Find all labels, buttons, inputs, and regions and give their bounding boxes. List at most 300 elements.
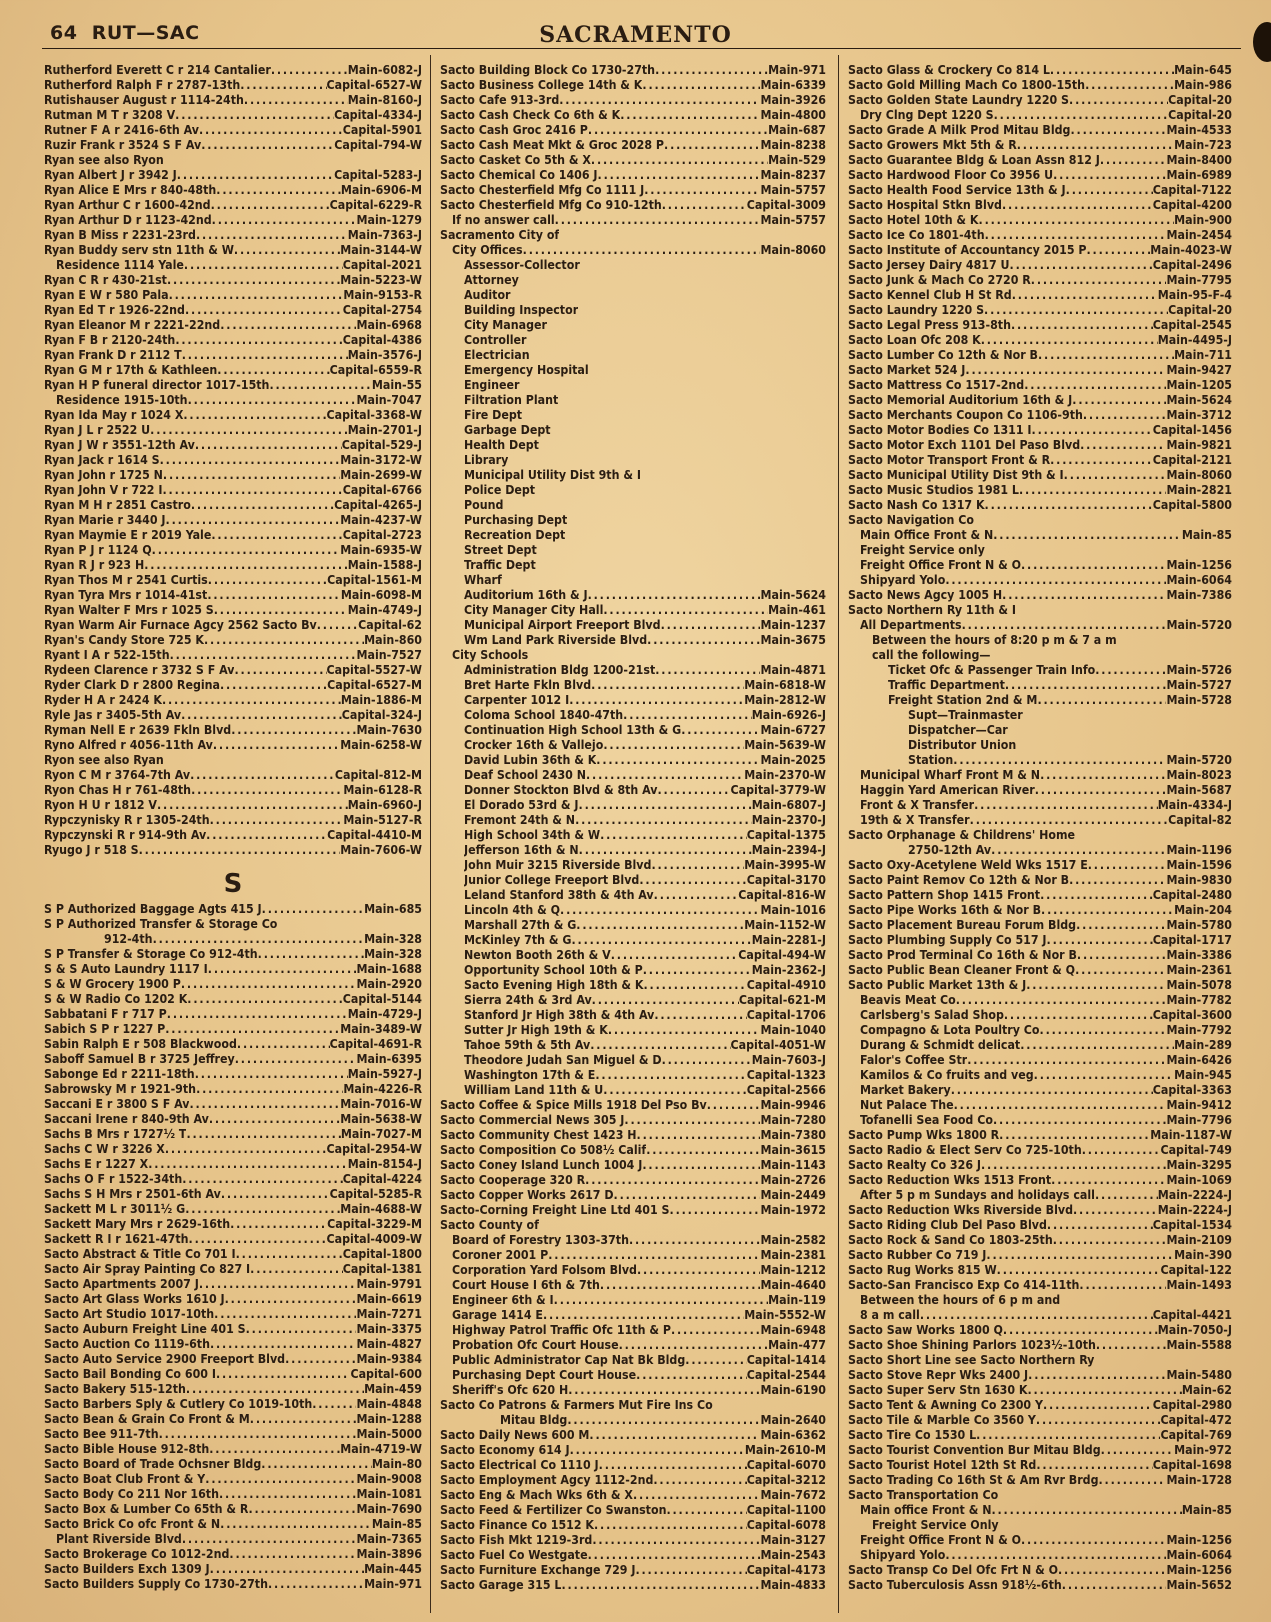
dot-leader [976, 1428, 1160, 1443]
listing-entry [440, 543, 826, 558]
listing-name: Sabbatani F r 717 P [44, 1007, 167, 1021]
listing-entry [440, 633, 826, 648]
dot-leader [190, 768, 335, 783]
listing-entry [440, 1368, 826, 1383]
phone-number: Main-1596 [1166, 858, 1232, 872]
listing-name: Ryle Jas r 3405-5th Av [44, 708, 182, 722]
phone-number: Main-5552-W [744, 1308, 826, 1322]
listing-name: 912-4th [104, 932, 153, 946]
phone-number: Main-6906-M [340, 183, 422, 197]
dot-leader [196, 1082, 343, 1097]
dot-leader [150, 423, 348, 438]
phone-number: Main-2362-J [751, 963, 826, 977]
listing-entry [440, 1113, 826, 1128]
listing-name: 19th & X Transfer [860, 813, 970, 827]
dot-leader [548, 1248, 760, 1263]
phone-number: Main-5624 [1166, 393, 1232, 407]
dot-leader [1099, 1473, 1167, 1488]
listing-name: Ryan John r 1725 N [44, 468, 163, 482]
listing-entry [44, 168, 422, 183]
listing-name: Building Inspector [464, 303, 579, 317]
listing-entry [848, 663, 1232, 678]
listing-name: Fremont 24th & N [464, 813, 576, 827]
phone-number: Main-2920 [356, 977, 422, 991]
dot-leader [1095, 1188, 1158, 1203]
listing-name: Sacto-Corning Freight Line Ltd 401 S [440, 1203, 670, 1217]
dot-leader [1002, 588, 1166, 603]
listing-entry [848, 1053, 1232, 1068]
phone-number: Main-1212 [760, 1263, 826, 1277]
listing-name: Auditorium 16th & J [464, 588, 588, 602]
listing-entry [848, 468, 1232, 483]
phone-number: Main-6064 [1166, 1548, 1232, 1562]
listing-entry [440, 1518, 826, 1533]
phone-number: Main-1588-J [347, 558, 422, 572]
listing-name: Ryno Alfred r 4056-11th Av [44, 738, 213, 752]
listing-name: Sacto Fuel Co Westgate [440, 1548, 588, 1562]
dot-leader [216, 1367, 351, 1382]
listing-name: Controller [464, 333, 527, 347]
listing-entry [440, 138, 826, 153]
dot-leader [1003, 1323, 1158, 1338]
listing-entry [44, 723, 422, 738]
listing-name: S P Authorized Baggage Agts 415 J [44, 902, 262, 916]
listing-entry [440, 783, 826, 798]
phone-number: Main-900 [1174, 213, 1232, 227]
dot-leader [707, 1098, 761, 1113]
listing-name: Sacto Legal Press 913-8th [848, 318, 1011, 332]
listing-entry [44, 1517, 422, 1532]
dot-leader [220, 678, 327, 693]
dot-leader [1017, 138, 1174, 153]
phone-number: Main-2582 [760, 1233, 826, 1247]
listing-entry [440, 468, 826, 483]
listing-entry [44, 93, 422, 108]
listing-entry [440, 1278, 826, 1293]
listing-entry [44, 603, 422, 618]
dot-leader [1083, 408, 1167, 423]
listing-entry [440, 1383, 826, 1398]
phone-number: Main-3995-W [744, 858, 826, 872]
dot-leader [268, 1577, 364, 1592]
dot-leader [210, 813, 344, 828]
listing-name: Purchasing Dept [464, 513, 568, 527]
listing-entry [848, 1113, 1232, 1128]
dot-leader [569, 693, 744, 708]
phone-number: Main-1081 [356, 1487, 422, 1501]
phone-number: Capital-4386 [342, 333, 422, 347]
dot-leader [576, 918, 744, 933]
phone-number: Main-2381 [760, 1248, 826, 1262]
listing-name: Ryan J W r 3551-12th Av [44, 438, 195, 452]
phone-number: Main-4226-R [343, 1082, 422, 1096]
listing-name: Rutner F A r 2416-6th Av [44, 123, 199, 137]
listing-entry [44, 528, 422, 543]
dot-leader [160, 453, 341, 468]
listing-name: Sabich S P r 1227 P [44, 1022, 166, 1036]
phone-number: Main-1256 [1166, 1533, 1232, 1547]
listing-name: Sacto-San Francisco Exp Co 414-11th [848, 1278, 1080, 1292]
dot-leader [1010, 258, 1153, 273]
phone-number: Main-3127 [760, 1533, 826, 1547]
dot-leader [152, 543, 341, 558]
phone-number: Capital-3368-W [326, 408, 422, 422]
listing-name: Sacto Art Glass Works 1610 J [44, 1292, 225, 1306]
listing-entry [440, 363, 826, 378]
phone-number: Capital-324-J [341, 708, 422, 722]
dot-leader [1028, 1368, 1166, 1383]
listing-name: Residence 1114 Yale [56, 258, 184, 272]
listing-name: Street Dept [464, 543, 537, 557]
phone-number: Main-3896 [356, 1547, 422, 1561]
listing-name: Sabonge Ed r 2211-18th [44, 1067, 195, 1081]
dot-leader [271, 63, 348, 78]
listing-entry [848, 318, 1232, 333]
listing-name: Corporation Yard Folsom Blvd [452, 1263, 637, 1277]
phone-number: Main-7603-J [751, 1053, 826, 1067]
listing-name: Court House I 6th & 7th [452, 1278, 600, 1292]
phone-number: Main-3172-W [340, 453, 422, 467]
dot-leader [523, 243, 761, 258]
dot-leader [608, 1023, 761, 1038]
dot-leader [637, 1128, 761, 1143]
listing-name: Residence 1915-10th [56, 393, 188, 407]
listing-entry [440, 1353, 826, 1368]
listing-entry [848, 873, 1232, 888]
listing-entry [848, 1338, 1232, 1353]
dot-leader [611, 948, 739, 963]
listing-entry [848, 108, 1232, 123]
phone-number: Main-5780 [1166, 918, 1232, 932]
dot-leader [175, 333, 342, 348]
listing-entry [44, 1097, 422, 1112]
dot-leader [165, 1022, 340, 1037]
listing-entry [848, 423, 1232, 438]
listing-name: Sacto Lumber Co 12th & Nor B [848, 348, 1038, 362]
phone-number: Main-4833 [760, 1578, 826, 1592]
listing-entry [440, 258, 826, 273]
dot-leader [1026, 978, 1166, 993]
dot-leader [1073, 1203, 1158, 1218]
listing-entry [44, 393, 422, 408]
listing-name: Ryan Ed T r 1926-22nd [44, 303, 185, 317]
listing-entry [848, 753, 1232, 768]
phone-number: Main-1040 [760, 1023, 826, 1037]
phone-number: Main-5687 [1166, 783, 1232, 797]
dot-leader [159, 1427, 357, 1442]
listing-name: Sacto Bail Bonding Co 600 I [44, 1367, 216, 1381]
listing-name: Junior College Freeport Blvd [464, 873, 640, 887]
phone-number: Main-6098-M [340, 588, 422, 602]
phone-number: Main-5728 [1166, 693, 1232, 707]
listing-entry [848, 888, 1232, 903]
listing-entry [848, 258, 1232, 273]
dot-leader [177, 168, 334, 183]
phone-number: Main-971 [364, 1577, 422, 1591]
listing-entry [44, 768, 422, 783]
listing-name: Sacto Chemical Co 1406 J [440, 168, 598, 182]
listing-entry [44, 1487, 422, 1502]
listing-name: Freight Station 2nd & M [888, 693, 1038, 707]
listing-name: Donner Stockton Blvd & 8th Av [464, 783, 658, 797]
phone-number: Main-2025 [760, 753, 826, 767]
phone-number: Main-2699-W [340, 468, 422, 482]
dot-leader [208, 962, 357, 977]
dot-leader [1088, 858, 1167, 873]
phone-number: Main-7672 [760, 1488, 826, 1502]
listing-entry [848, 303, 1232, 318]
listing-name: Ryan Marie r 3440 J [44, 513, 166, 527]
phone-number: Main-8154-J [347, 1157, 422, 1171]
dot-leader [579, 843, 752, 858]
dot-leader [1053, 168, 1166, 183]
dot-leader [163, 468, 340, 483]
listing-name: Sacto Motor Transport Front & R [848, 453, 1051, 467]
dot-leader [1096, 1338, 1167, 1353]
listing-name: Sacto Brokerage Co 1012-2nd [44, 1547, 230, 1561]
listing-entry [44, 917, 422, 932]
listing-name: Ryon H U r 1812 V [44, 798, 157, 812]
listing-name: Station [908, 753, 954, 767]
phone-number: Main-7047 [356, 393, 422, 407]
dot-leader [258, 947, 365, 962]
listing-name: Nut Palace The [860, 1098, 954, 1112]
dot-leader [246, 1322, 357, 1337]
listing-entry [848, 1023, 1232, 1038]
phone-number: Main-971 [768, 63, 826, 77]
dot-leader [248, 1502, 356, 1517]
listing-entry [44, 1322, 422, 1337]
listing-name: Police Dept [464, 483, 536, 497]
listing-name: Tahoe 59th & 5th Av [464, 1038, 591, 1052]
listing-entry [44, 438, 422, 453]
listing-entry [44, 378, 422, 393]
listing-entry [44, 1157, 422, 1172]
dot-leader [211, 528, 342, 543]
listing-name: Sacto Body Co 211 Nor 16th [44, 1487, 219, 1501]
listing-column-3 [848, 63, 1232, 1593]
dot-leader [1051, 1173, 1166, 1188]
listing-entry [848, 93, 1232, 108]
listing-name: Bret Harte Fkln Blvd [464, 678, 592, 692]
dot-leader [175, 108, 334, 123]
dot-leader [671, 1323, 761, 1338]
phone-number: Capital-769 [1160, 1428, 1232, 1442]
listing-name: Between the hours of 8:20 p m & 7 a m [872, 633, 1117, 647]
phone-number: Main-7386 [1166, 588, 1232, 602]
column-divider [430, 55, 431, 1613]
phone-number: Main-328 [364, 947, 422, 961]
phone-number: Main-7271 [356, 1307, 422, 1321]
dot-leader [600, 828, 747, 843]
listing-entry [44, 618, 422, 633]
phone-number: Main-5000 [356, 1427, 422, 1441]
phone-number: Capital-816-W [738, 888, 826, 902]
dot-leader [993, 528, 1182, 543]
listing-column-1 [44, 63, 422, 1592]
listing-name: Garbage Dept [464, 423, 551, 437]
phone-number: Capital-2121 [1152, 453, 1232, 467]
dot-leader [1086, 243, 1150, 258]
listing-entry [440, 1188, 826, 1203]
listing-name: Sackett R I r 1621-47th [44, 1232, 189, 1246]
listing-name: Sacto Coffee & Spice Mills 1918 Del Pso Bv [440, 1098, 707, 1112]
dot-leader [637, 1263, 761, 1278]
page-range: RUT—SAC [91, 22, 200, 44]
phone-number: Capital-2544 [746, 1368, 826, 1382]
phone-number: Main-723 [1174, 138, 1232, 152]
dot-leader [1100, 153, 1167, 168]
dot-leader [1038, 348, 1174, 363]
listing-entry [848, 558, 1232, 573]
dot-leader [191, 783, 343, 798]
phone-number: Main-6258-W [340, 738, 422, 752]
listing-entry [44, 977, 422, 992]
listing-entry [44, 1037, 422, 1052]
listing-name: David Lubin 36th & K [464, 753, 597, 767]
phone-number: Capital-3779-W [730, 783, 826, 797]
phone-number: Main-1069 [1166, 1173, 1232, 1187]
listing-name: Sacto Hotel 10th & K [848, 213, 979, 227]
listing-entry [848, 1083, 1232, 1098]
dot-leader [592, 993, 739, 1008]
dot-leader [237, 1037, 330, 1052]
phone-number: Main-986 [1174, 78, 1232, 92]
listing-entry [440, 1128, 826, 1143]
phone-number: Main-5720 [1166, 618, 1232, 632]
listing-name: Sacto Junk & Mach Co 2720 R [848, 273, 1031, 287]
listing-entry [848, 1533, 1232, 1548]
listing-entry [440, 1323, 826, 1338]
listing-name: Sacto Auction Co 1119-6th [44, 1337, 210, 1351]
phone-number: Main-6190 [760, 1383, 826, 1397]
dot-leader [153, 932, 365, 947]
listing-name: Sacto Copper Works 2617 D [440, 1188, 614, 1202]
listing-name: Ryant I A r 522-15th [44, 648, 170, 662]
dot-leader [1079, 1278, 1166, 1293]
listing-entry [44, 1292, 422, 1307]
listing-entry [440, 1563, 826, 1578]
phone-number: Capital-1534 [1152, 1218, 1232, 1232]
listing-entry [440, 708, 826, 723]
listing-name: Sacto Ice Co 1801-4th [848, 228, 985, 242]
dot-leader [543, 1308, 744, 1323]
phone-number: Main-3712 [1166, 408, 1232, 422]
listing-entry [44, 1112, 422, 1127]
listing-entry [848, 1248, 1232, 1263]
dot-leader [312, 1397, 356, 1412]
phone-number: Capital-4910 [746, 978, 826, 992]
dot-leader [664, 138, 760, 153]
listing-name: Ryan John V r 722 I [44, 483, 163, 497]
dot-leader [644, 183, 760, 198]
dot-leader [985, 228, 1167, 243]
listing-name: Carpenter 1012 I [464, 693, 570, 707]
listing-entry [848, 573, 1232, 588]
listing-name: Wharf [464, 573, 502, 587]
dot-leader [214, 603, 348, 618]
dot-leader [214, 1307, 356, 1322]
dot-leader [1082, 1143, 1161, 1158]
listing-name: Front & X Transfer [860, 798, 975, 812]
phone-number: Main-972 [1174, 1443, 1232, 1457]
listing-entry [44, 663, 422, 678]
phone-number: Main-3576-J [347, 348, 422, 362]
phone-number: Main-4871 [760, 663, 826, 677]
phone-number: Main-1205 [1166, 378, 1232, 392]
listing-entry [44, 947, 422, 962]
phone-number: Main-2394-J [751, 843, 826, 857]
dot-leader [635, 1563, 746, 1578]
listing-entry [848, 1233, 1232, 1248]
listing-entry [848, 1263, 1232, 1278]
listing-entry [440, 618, 826, 633]
dot-leader [1075, 963, 1166, 978]
listing-name: Ryan R J r 923 H [44, 558, 145, 572]
listing-entry [44, 1307, 422, 1322]
listing-entry [848, 813, 1232, 828]
listing-name: Rypczynski R r 914-9th Av [44, 828, 207, 842]
dot-leader [985, 498, 1153, 513]
dot-leader [212, 213, 357, 228]
listing-entry [44, 108, 422, 123]
listing-name: S P Authorized Transfer & Storage Co [44, 917, 278, 931]
dot-leader [1041, 903, 1174, 918]
listing-entry [440, 498, 826, 513]
listing-entry [440, 1263, 826, 1278]
dot-leader [225, 1292, 357, 1307]
listing-name: Sacto Short Line see Sacto Northern Ry [848, 1353, 1095, 1367]
listing-entry [848, 63, 1232, 78]
listing-entry [440, 183, 826, 198]
dot-leader [199, 1277, 357, 1292]
phone-number: Main-6395 [356, 1052, 422, 1066]
listing-name: Sacto Furniture Exchange 729 J [440, 1563, 636, 1577]
dot-leader [1072, 393, 1166, 408]
dot-leader [1053, 1233, 1167, 1248]
phone-number: Main-6926-J [751, 708, 826, 722]
listing-entry [848, 1038, 1232, 1053]
dot-leader [962, 618, 1167, 633]
phone-number: Main-4495-J [1157, 333, 1232, 347]
dot-leader [1011, 318, 1153, 333]
listing-entry [848, 768, 1232, 783]
listing-entry [848, 138, 1232, 153]
phone-number: Main-1728 [1166, 1473, 1232, 1487]
listing-name: Ryan E W r 580 Pala [44, 288, 169, 302]
dot-leader [603, 738, 744, 753]
phone-number: Main-2610-M [744, 1443, 826, 1457]
phone-number: Main-5727 [1166, 678, 1232, 692]
listing-entry [848, 228, 1232, 243]
phone-number: Main-4800 [760, 108, 826, 122]
listing-name: Sacto Evening High 18th & K [464, 978, 644, 992]
dot-leader [588, 123, 768, 138]
phone-number: Main-3295 [1166, 1158, 1232, 1172]
dot-leader [986, 1248, 1174, 1263]
listing-name: Carlsberg's Salad Shop [860, 1008, 1004, 1022]
listing-entry [44, 363, 422, 378]
listing-entry [440, 348, 826, 363]
listing-name: Sacto Saw Works 1800 Q [848, 1323, 1003, 1337]
listing-name: Opportunity School 10th & P [464, 963, 643, 977]
phone-number: Main-2812-W [744, 693, 826, 707]
listing-name: Sacto Realty Co 326 J [848, 1158, 981, 1172]
listing-entry [440, 888, 826, 903]
listing-entry [44, 753, 422, 768]
phone-number: Capital-1323 [746, 1068, 826, 1082]
phone-number: Main-7050-J [1157, 1323, 1232, 1337]
